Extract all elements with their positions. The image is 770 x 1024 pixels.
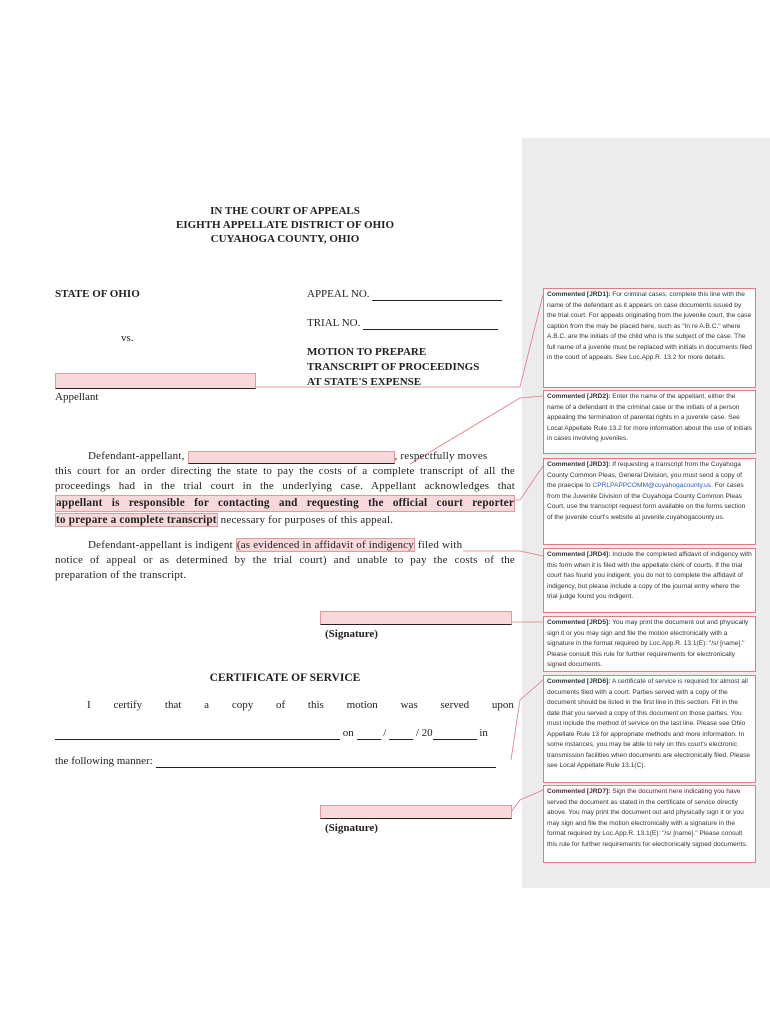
cert-word: was bbox=[400, 699, 418, 711]
cert-word: that bbox=[164, 699, 182, 711]
cert-word: certify bbox=[113, 699, 143, 711]
comment-jrd6[interactable]: Commented [JRD6]: A certificate of service is required for almost all documents filed with a court. Parties served with a copy of the document should be listed in the first line in this section. Fill in the date that you served a copy of this document on those parties. You must include the method of service on the last line. Please see Ohio Appellate Rule 13 for appropriate methods and more information. In some instances, you may be able to rely on this court's electronic transmission facilities when documents are electronically filed. Please see Local Appellate Rule 13.1(C). bbox=[543, 675, 756, 783]
p2-line-3: preparation of the transcript. bbox=[55, 569, 187, 581]
service-day-blank[interactable] bbox=[389, 728, 413, 740]
cert-word: of bbox=[275, 699, 286, 711]
appeal-number-blank[interactable] bbox=[372, 289, 502, 301]
service-manner-blank[interactable] bbox=[156, 756, 496, 768]
cert-on: on bbox=[342, 727, 354, 739]
appeal-number-label: APPEAL NO. bbox=[307, 288, 370, 300]
praecipe-email-link[interactable]: CPRLPAPPCOMM@cuyahogacounty.us bbox=[592, 482, 712, 489]
cert-word: upon bbox=[491, 699, 514, 711]
p2-line-2: notice of appeal or as determined by the trial court) and unable to pay the costs of the bbox=[55, 554, 515, 566]
cert-slash-2: / 20 bbox=[415, 727, 433, 739]
certificate-line-2 bbox=[55, 726, 488, 740]
service-month-blank[interactable] bbox=[357, 728, 381, 740]
motion-title-line-2: TRANSCRIPT OF PROCEEDINGS bbox=[307, 361, 480, 373]
signature-label-2: (Signature) bbox=[325, 822, 378, 834]
p1-bold-line-4: appellant is responsible for contacting and requesting the official court reporter bbox=[55, 495, 515, 512]
cert-word: this bbox=[307, 699, 324, 711]
cert-word: copy bbox=[231, 699, 254, 711]
trial-number-field[interactable] bbox=[307, 316, 498, 330]
p2-indigency-highlight: (as evidenced in affidavit of indigency bbox=[236, 539, 414, 551]
served-party-blank[interactable] bbox=[55, 728, 340, 740]
p1-start: Defendant-appellant, bbox=[88, 450, 185, 462]
p1-after-blank: , respectfully moves bbox=[394, 450, 488, 462]
p2-after: filed with bbox=[417, 539, 463, 551]
appellant-label: Appellant bbox=[55, 391, 99, 403]
comment-jrd3[interactable]: Commented [JRD3]: If requesting a transcript from the Cuyahoga County Common Pleas, General Division, you must send a copy of the praecipe to CPRLPAPPCOMM@cuyahogacounty.us. For cases from the Juvenile Division of the Cuyahoga County Common Pleas Court, use the transcript request form available on the forms section of the juvenile court's website at juvenile.cuyahogacounty.us. bbox=[543, 458, 756, 545]
trial-number-label: TRIAL NO. bbox=[307, 317, 361, 329]
motion-title-line-3: AT STATE'S EXPENSE bbox=[307, 376, 422, 388]
cert-word: motion bbox=[346, 699, 378, 711]
p1-line-5-rest: necessary for purposes of this appeal. bbox=[220, 514, 394, 526]
appeal-number-field[interactable] bbox=[307, 287, 502, 301]
certificate-line-1 bbox=[87, 698, 514, 712]
signature-line-2[interactable] bbox=[320, 805, 512, 819]
county-name: CUYAHOGA COUNTY, OHIO bbox=[210, 233, 360, 245]
comment-jrd5[interactable]: Commented [JRD5]: You may print the document out and physically sign it or you may sign and file the motion electronically with a signature in the format required by Loc.App.R. 13.1(E): "/s/ [name]." Please consult this rule for further requirements for electronically signed documents. bbox=[543, 616, 756, 672]
court-name: IN THE COURT OF APPEALS bbox=[210, 205, 360, 217]
p1-line-3: proceedings had in the trial court in the underlying case. Appellant acknowledges that bbox=[55, 480, 515, 492]
p1-bold-line-5: to prepare a complete transcript bbox=[56, 514, 217, 526]
comment-jrd2[interactable]: Commented [JRD2]: Enter the name of the appellant, either the name of a defendant in the criminal case or the initials of a person appealing the termination of parental rights in a juvenile case. See Local Appellate Rule 13.2 for more information about the use of initials in cases involving juveniles. bbox=[543, 390, 756, 454]
p1-line-2: this court for an order directing the state to pay the costs of a complete transcript of all the bbox=[55, 465, 515, 477]
plaintiff-name: STATE OF OHIO bbox=[55, 288, 140, 300]
comment-jrd1[interactable]: Commented [JRD1]: For criminal cases, complete this line with the name of the defendant as it appears on case documents issued by the trial court. For appeals originating from the juvenile court, the case caption from the may be placed here, such as "In re A.B.C." where A.B.C. are the initials of the child who is the subject of the case. The full name of a juvenile must be replaced with initials in documents filed in the court of appeals. See Loc.App.R. 13.2 for more details. bbox=[543, 288, 756, 388]
motion-paragraph-2 bbox=[55, 538, 515, 583]
p2-start: Defendant-appellant is indigent bbox=[88, 539, 233, 551]
cert-word: a bbox=[204, 699, 210, 711]
cert-word: served bbox=[440, 699, 470, 711]
signature-label-1: (Signature) bbox=[325, 628, 378, 640]
signature-line-1[interactable] bbox=[320, 611, 512, 625]
cert-word: I bbox=[87, 699, 91, 711]
defendant-name-blank[interactable] bbox=[55, 373, 256, 389]
comment-jrd4[interactable]: Commented [JRD4]: Include the completed affidavit of indigency with this form when it is filed with the appellate clerk of courts. If the trial court has found you indigent, you do not to complete the affidavit of indigency, but please include a copy of the journal entry where the trial judge found you indigent. bbox=[543, 548, 756, 613]
service-year-blank[interactable] bbox=[433, 728, 477, 740]
trial-number-blank[interactable] bbox=[363, 318, 498, 330]
comment-jrd7[interactable]: Commented [JRD7]: Sign the document here indicating you have served the document as stated in the certificate of service directly above. You may print the document out and physically sign it or you may sign and file the motion electronically with a signature in the format required by Loc.App.R. 13.1(E): "/s/ [name]." Please consult this rule for further requirements for electronically signed documents. bbox=[543, 785, 756, 863]
certificate-title: CERTIFICATE OF SERVICE bbox=[209, 672, 361, 684]
cert-slash-1: / bbox=[383, 727, 387, 739]
district-name: EIGHTH APPELLATE DISTRICT OF OHIO bbox=[175, 219, 394, 231]
certificate-line-3 bbox=[55, 754, 496, 768]
motion-title-line-1: MOTION TO PREPARE bbox=[307, 346, 427, 358]
cert-manner: the following manner: bbox=[55, 755, 153, 767]
motion-paragraph-1 bbox=[55, 449, 515, 528]
cert-in: in bbox=[479, 727, 488, 739]
appellant-name-blank[interactable] bbox=[188, 451, 395, 464]
versus-label: vs. bbox=[121, 332, 134, 344]
